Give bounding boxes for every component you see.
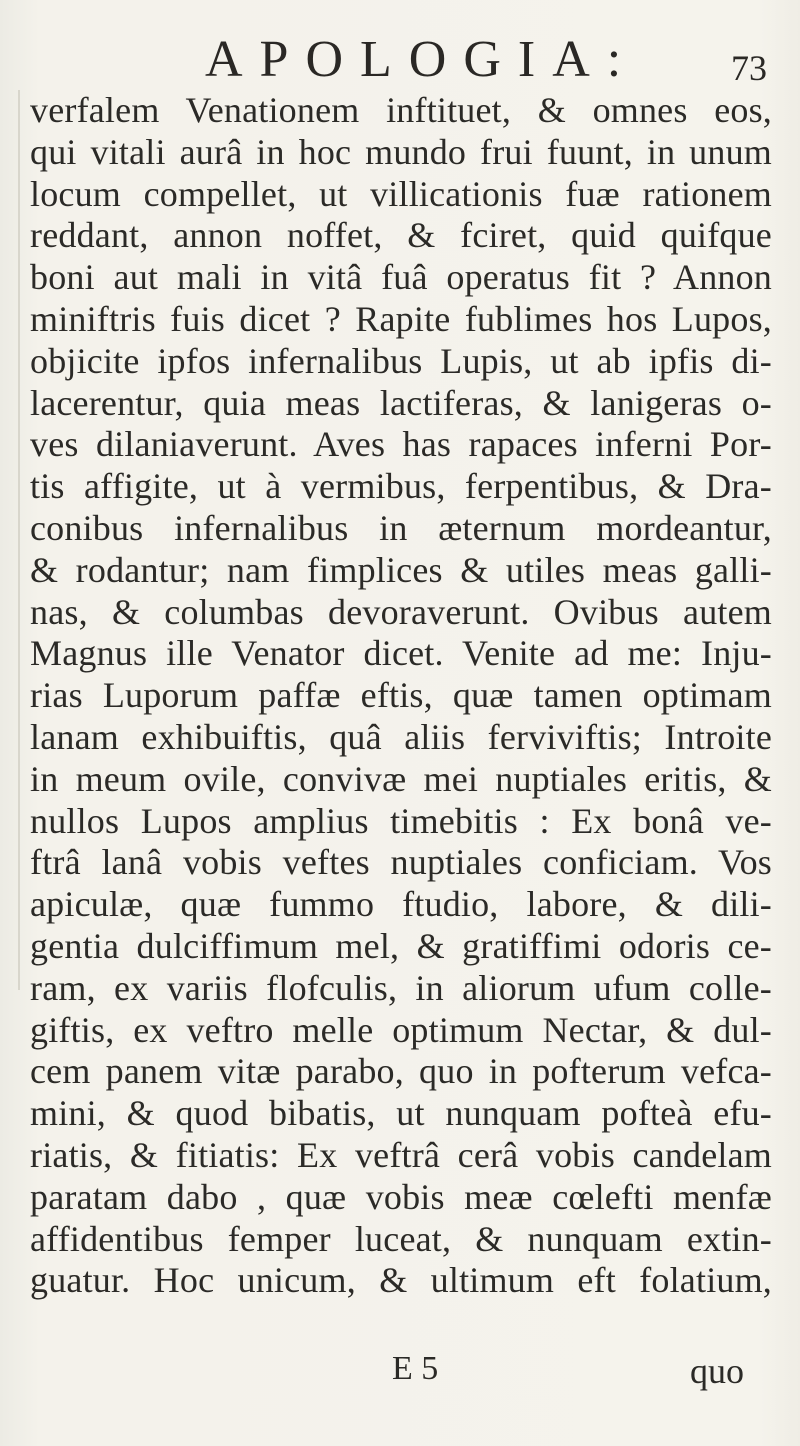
text-line: & rodantur; nam fimplices & utiles meas galli- [30, 549, 772, 590]
text-line: rias Luporum paffæ eftis, quæ tamen optimam [30, 675, 772, 716]
text-line: apiculæ, quæ fummo ftudio, labore, & dili- [30, 884, 772, 925]
text-line: ves dilaniaverunt. Aves has rapaces inferni Por- [30, 424, 772, 465]
text-line: in meum ovile, convivæ mei nuptiales eritis, & [30, 758, 772, 799]
text-line: gentia dulciffimum mel, & gratiffimi odoris ce- [30, 925, 772, 966]
text-line: ram, ex variis flofculis, in aliorum ufum colle- [30, 967, 772, 1008]
text-line: paratam dabo , quæ vobis meæ cœlefti menfæ [30, 1176, 772, 1217]
page-header [0, 30, 800, 90]
text-line: reddant, annon noffet, & fciret, quid quifque [30, 215, 772, 256]
text-line: guatur. Hoc unicum, & ultimum eft folatium, [30, 1260, 772, 1301]
text-line: lacerentur, quia meas lactiferas, & lanigeras o- [30, 382, 772, 423]
text-line: affidentibus femper luceat, & nunquam extin- [30, 1218, 772, 1259]
text-line: locum compellet, ut villicationis fuæ rationem [30, 173, 772, 214]
signature-mark: E 5 [392, 1350, 439, 1387]
text-line: Magnus ille Venator dicet. Venite ad me: Inju- [30, 633, 772, 674]
text-line: giftis, ex veftro melle optimum Nectar, & dul- [30, 1009, 772, 1050]
text-line: cem panem vitæ parabo, quo in pofterum vefca- [30, 1051, 772, 1092]
text-line: riatis, & fitiatis: Ex veftrâ cerâ vobis candelam [30, 1134, 772, 1175]
catchword: quo [690, 1351, 744, 1391]
page-footer [0, 1347, 800, 1395]
running-title: APOLOGIA: [205, 31, 639, 88]
text-line: miniftris fuis dicet ? Rapite fublimes hos Lupos, [30, 298, 772, 339]
body-text [30, 90, 772, 1302]
text-line: objicite ipfos infernalibus Lupis, ut ab ipfis di- [30, 340, 772, 381]
text-line: nas, & columbas devoraverunt. Ovibus autem [30, 591, 772, 632]
text-line: ftrâ lanâ vobis veftes nuptiales conficiam. Vos [30, 842, 772, 883]
text-line: boni aut mali in vitâ fuâ operatus fit ? Annon [30, 257, 772, 298]
text-line: mini, & quod bibatis, ut nunquam pofteà efu- [30, 1093, 772, 1134]
page-number: 73 [731, 48, 767, 88]
text-line: lanam exhibuiftis, quâ aliis ferviviftis; Introite [30, 716, 772, 757]
gutter-shadow [18, 90, 20, 990]
text-line: tis affigite, ut à vermibus, ferpentibus, & Dra- [30, 466, 772, 507]
text-line: conibus infernalibus in æternum mordeantur, [30, 507, 772, 548]
text-line: verfalem Venationem inftituet, & omnes eos, [30, 90, 772, 130]
text-line: qui vitali aurâ in hoc mundo frui fuunt, in unum [30, 131, 772, 172]
text-line: nullos Lupos amplius timebitis : Ex bonâ ve- [30, 800, 772, 841]
